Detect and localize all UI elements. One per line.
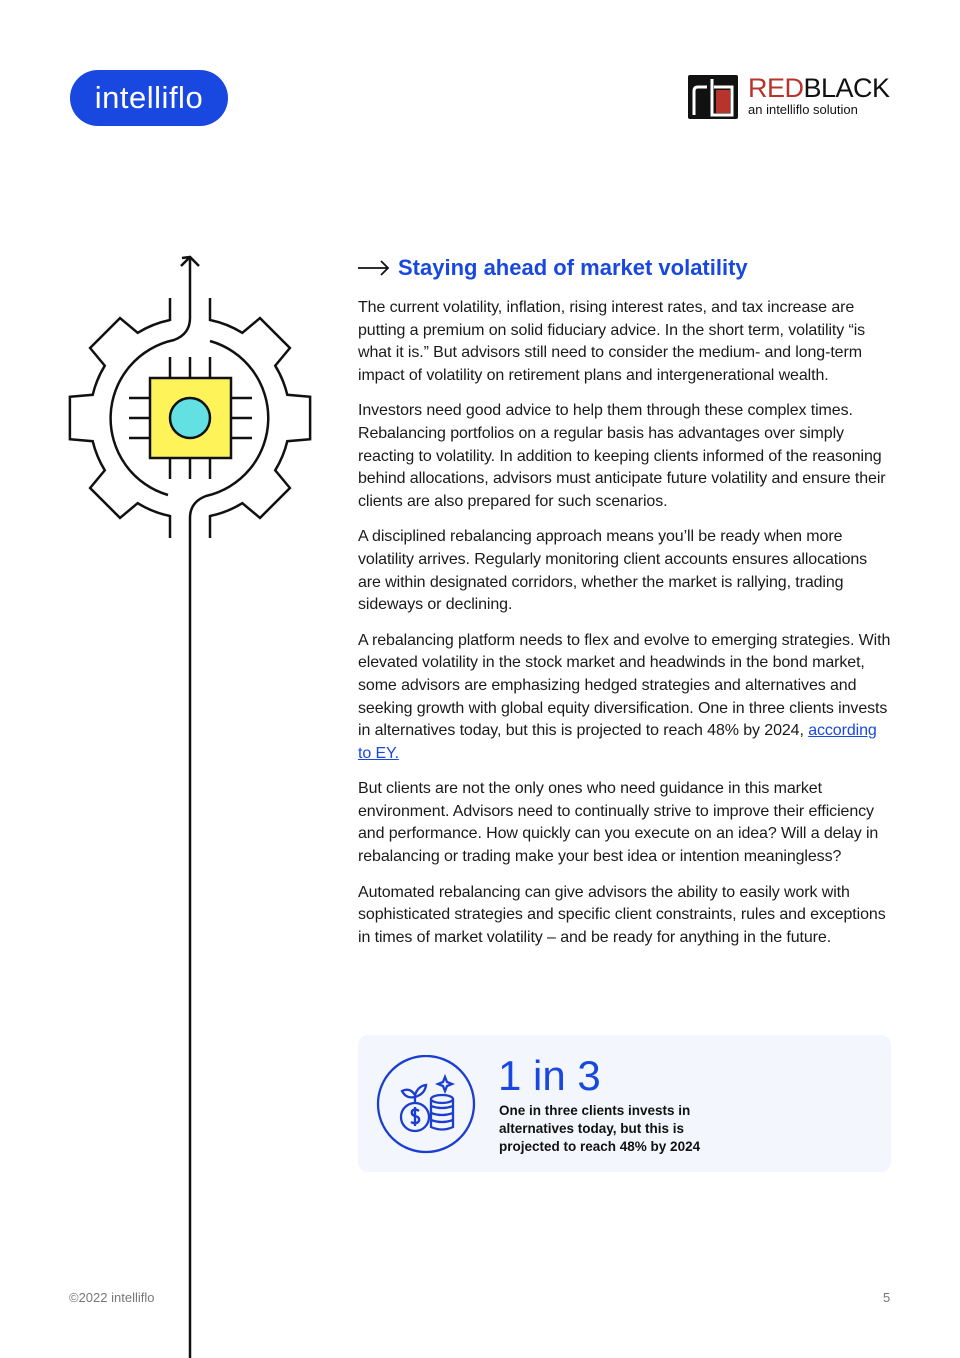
- paragraph: Automated rebalancing can give advisors the ability to easily work with sophisticated strategies and specific client constraints, rules and exceptions in times of market volatility – and be ready for anything in the future.: [358, 883, 886, 946]
- paragraph: [358, 630, 894, 766]
- redblack-black-text: BLACK: [803, 73, 890, 103]
- chip-core-circle: [170, 398, 210, 438]
- article-section: [358, 255, 894, 962]
- redblack-red-text: RED: [748, 73, 804, 103]
- intelliflo-logo: intelliflo: [70, 70, 228, 126]
- section-title: Staying ahead of market volatility: [398, 255, 748, 280]
- arrow-right-icon: [358, 260, 390, 276]
- stat-callout: [358, 1035, 891, 1172]
- stat-description: One in three clients invests in alternatives today, but this is projected to reach 48% by 2024: [499, 1103, 701, 1154]
- money-growth-coins-icon: [376, 1055, 476, 1155]
- page-number: 5: [883, 1290, 891, 1305]
- paragraph: But clients are not the only ones who need guidance in this market environment. Advisors need to continually strive to improve their efficiency and performance. How quickly can you execute on an idea? Will a delay in rebalancing or trading make your best idea or intention meaningless?: [358, 780, 879, 866]
- section-heading: [358, 255, 894, 281]
- paragraph: Investors need good advice to help them through these complex times. Rebalancing portfolios on a regular basis has advantages over simply reacting to volatility. In addition to keeping clients informed of the reasoning behind allocations, advisors must anticipate future volatility and ensure their clients are also prepared for such scenarios.: [358, 402, 886, 510]
- path-line-bottom: [190, 341, 268, 1358]
- ey-source-link[interactable]: according to EY.: [358, 722, 877, 762]
- path-line-top: [111, 257, 190, 495]
- footer-copyright: ©2022 intelliflo: [69, 1290, 155, 1305]
- paragraph: A disciplined rebalancing approach means you’ll be ready when more volatility arrives. Regularly monitoring client accounts ensures allocations are within designated corridors, whether the market is rallying, trading sideways or declining.: [358, 528, 868, 614]
- paragraph-text: A rebalancing platform needs to flex and evolve to emerging strategies. With elevated volatility in the stock market and headwinds in the bond market, some advisors are emphasizing hedged strategies and alternatives and seeking growth with global equity diversification. One in three clients invests in alternatives today, but this is projected to reach 48% by 2024,: [358, 631, 891, 740]
- redblack-tagline: an intelliflo solution: [748, 102, 858, 117]
- paragraph: The current volatility, inflation, rising interest rates, and tax increase are putting a premium on solid fiduciary advice. In the short term, volatility “is what it is.” But advisors still need to consider the medium- and long-term impact of volatility on retirement plans and intergenerational wealth.: [358, 299, 866, 384]
- stat-value: 1 in 3: [498, 1052, 601, 1099]
